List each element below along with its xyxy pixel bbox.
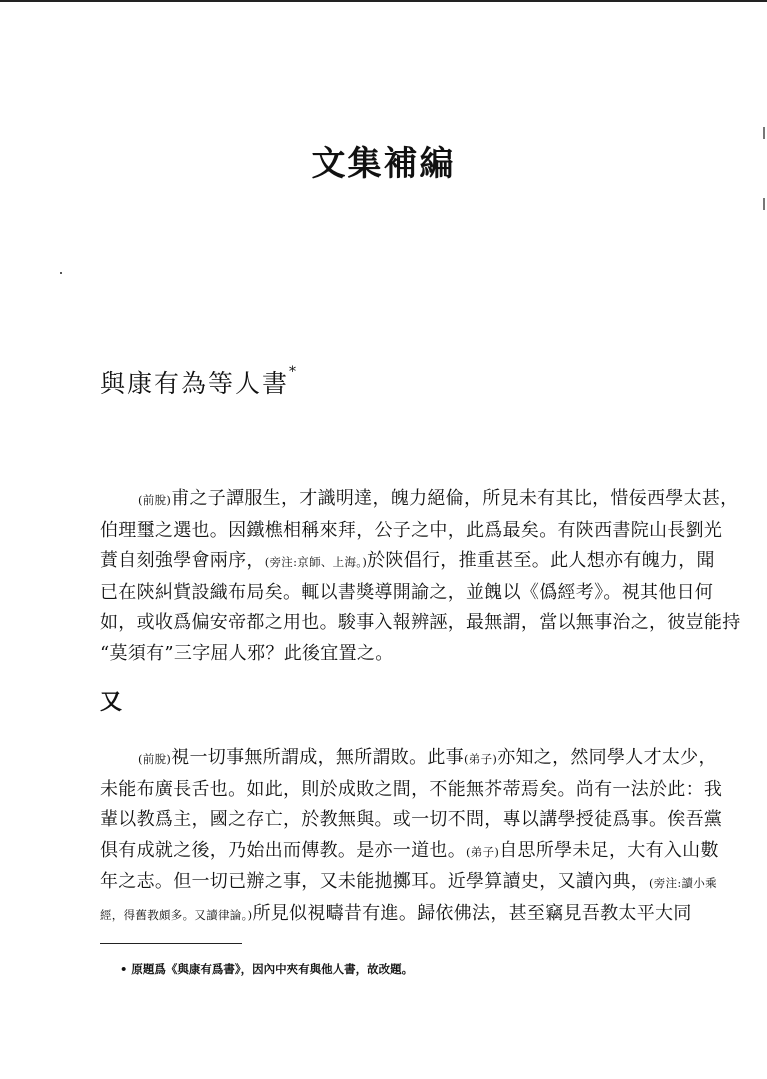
annotation: (旁注:讀小乘 <box>649 876 717 890</box>
section-title: 又 <box>100 689 123 715</box>
footnote: • 原題爲《與康有爲書》，因內中夾有與他人書，故改題。 <box>120 962 414 976</box>
letter-body <box>100 484 741 669</box>
text-line <box>100 484 739 516</box>
scan-speck <box>60 272 62 274</box>
text-segment: 伯理璽之選也。因鐵樵相稱來拜，公子之中，此爲最矣。有陝西書院山長劉光 <box>100 519 723 541</box>
text-segment: 輩以教爲主，國之存亡，於教無與。或一切不問，專以講學授徒爲事。俟吾黨 <box>100 809 723 830</box>
text-segment: 甫之子譚服生，才識明達，魄力絕倫，所見未有其比，惜佞西學太甚， <box>171 488 739 509</box>
text-segment: 未能布廣長舌也。如此，則於成敗之間，不能無芥蒂焉矣。尚有一法於此：我 <box>100 778 723 800</box>
edge-mark <box>763 198 765 210</box>
text-segment: 自思所學未足，大有入山數 <box>499 839 719 861</box>
annotation: (前脫) <box>138 752 172 766</box>
text-segment: 年之志。但一切已辦之事，又未能拋擲耳。近學算讀史，又讀內典， <box>100 871 649 892</box>
text-line <box>100 867 717 899</box>
footnote-rule <box>100 943 242 944</box>
text-line <box>100 546 715 578</box>
text-segment: 於陝倡行，推重甚至。此人想亦有魄力，聞 <box>367 550 715 571</box>
annotation: (弟子) <box>466 844 500 859</box>
annotation: (前脫) <box>138 493 172 507</box>
text-line <box>100 743 717 775</box>
annotation: 經，得舊教頗多。又讀律論。) <box>100 907 253 922</box>
page-title: 文集補編 <box>311 144 456 184</box>
text-line <box>100 516 723 547</box>
text-line <box>100 578 714 609</box>
text-segment: 如，或收爲偏安帝都之用也。駿事入報辨誣，最無謂，當以無事治之，彼豈能持 <box>100 612 741 633</box>
text-line <box>100 775 723 806</box>
text-segment: 視一切事無所謂成，無所謂敗。此事 <box>171 747 464 768</box>
text-segment: 俱有成就之後，乃始出而傳教。是亦一道也。 <box>100 839 466 861</box>
section-title-text: 與康有為等人書 <box>100 369 290 398</box>
text-line <box>100 899 692 931</box>
text-segment: 亦知之，然同學人才太少， <box>497 747 717 768</box>
annotation: (弟子) <box>464 752 498 766</box>
annotation: (旁注:京師、上海。) <box>264 555 368 569</box>
text-segment: “莫須有”三字屈人邪？此後宜置之。 <box>100 642 394 664</box>
section-title <box>100 364 298 400</box>
text-segment: 所見似視疇昔有進。歸依佛法，甚至竊見吾教太平大同 <box>252 902 692 924</box>
text-line <box>100 805 723 836</box>
text-line <box>100 836 719 868</box>
text-line <box>100 639 670 670</box>
top-border <box>0 0 767 2</box>
letter-body <box>100 743 723 930</box>
text-segment: 已在陝糾貲設織布局矣。輒以書獎導開諭之，並餽以《僞經考》。視其他日何 <box>100 581 714 603</box>
text-segment: 蕡自刻強學會兩序， <box>100 550 265 571</box>
footnote-marker: * <box>289 364 299 380</box>
text-line <box>100 608 741 639</box>
